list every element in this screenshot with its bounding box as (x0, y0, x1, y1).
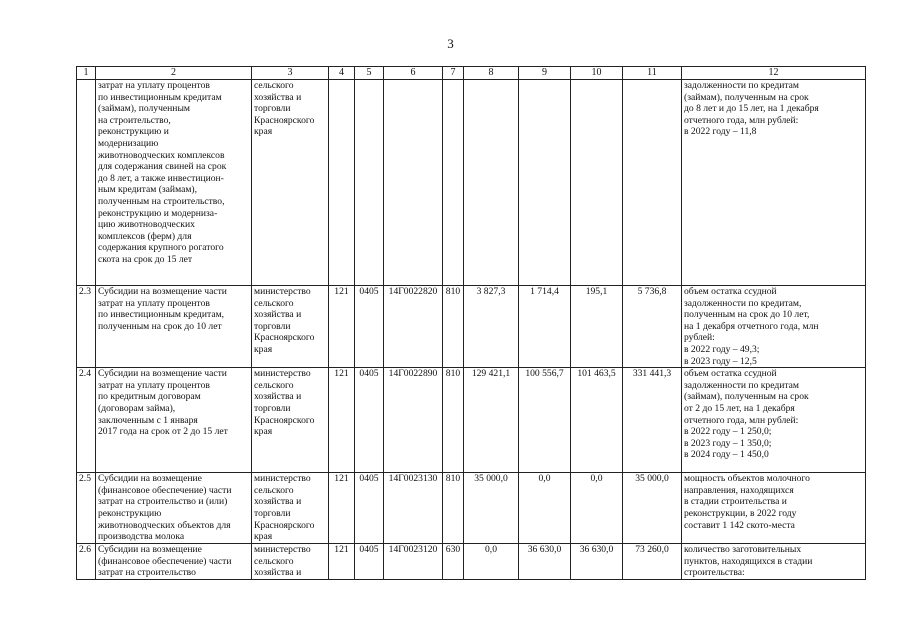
cell-line: затрат на уплату процентов (98, 80, 210, 91)
amount-2022-cell: 0,0 (464, 544, 519, 580)
expected-result-cell (682, 473, 866, 544)
header-cell: 2 (96, 67, 252, 80)
cell-line: затрат на уплату процентов (98, 379, 210, 391)
cell-line: хозяйства и (254, 391, 302, 403)
cell-line: Субсидии на возмещение (98, 473, 202, 485)
cell-line: хозяйства и (254, 496, 302, 508)
description-cell (96, 544, 252, 580)
program-table (76, 66, 866, 580)
cell-line: хозяйства и (254, 309, 302, 321)
cell-line: пунктов, находящихся в стадии (684, 555, 813, 567)
cell-line: края (254, 531, 273, 543)
cell-line: хозяйства и (254, 567, 302, 579)
table-row (77, 368, 866, 473)
grbs-code-cell: 121 (329, 368, 355, 473)
vr-code-cell: 810 (443, 286, 464, 368)
header-cell: 6 (384, 67, 443, 80)
row-number-cell: 2.4 (77, 368, 96, 473)
amount-2024-cell: 195,1 (571, 286, 623, 368)
cell-line: затрат на строительство и (или) (98, 496, 228, 508)
cell-line: Субсидии на возмещение (98, 544, 202, 556)
cell-line: реконструкцию и модерниза- (98, 207, 218, 219)
page-number: 3 (447, 36, 454, 51)
cell-line: (займам), полученным на срок (684, 91, 809, 103)
executor-cell (252, 544, 329, 580)
cell-line: животноводческих комплексов (98, 149, 225, 161)
cell-line: цию животноводческих (98, 219, 195, 231)
cell-line: торговли (254, 103, 291, 115)
cell-line: в 2022 году – 1 250,0; (684, 426, 772, 438)
header-cell: 5 (355, 67, 384, 80)
grbs-code-cell: 121 (329, 286, 355, 368)
row-number-cell: 2.3 (77, 286, 96, 368)
amount-total-cell: 35 000,0 (623, 473, 682, 544)
executor-cell (252, 473, 329, 544)
cell-line: края (254, 126, 273, 138)
cell-line: Красноярского (254, 114, 315, 126)
csr-code-cell: 14Г0022820 (384, 286, 443, 368)
cell-line: задолженности по кредитам, (684, 297, 802, 309)
cell-line: животноводческих объектов для (98, 519, 231, 531)
executor-cell (252, 80, 329, 286)
cell-line: отчетного года, млн рублей: (684, 414, 799, 426)
cell-line: по инвестиционным кредитам (98, 91, 222, 103)
cell-line: скота на срок до 15 лет (98, 253, 193, 265)
cell-line: на строительство, (98, 114, 171, 126)
cell-line: торговли (254, 507, 291, 519)
cell-line: производства молока (98, 531, 185, 543)
cell-line: 2017 года на срок от 2 до 15 лет (98, 426, 228, 438)
cell-line: от 2 до 15 лет, на 1 декабря (684, 402, 795, 414)
cell-line: реконструкцию и (98, 126, 169, 138)
cell-line: полученным на срок до 10 лет, (684, 309, 810, 321)
header-cell: 1 (77, 67, 96, 80)
row-number-cell: 2.6 (77, 544, 96, 580)
cell-line: количество заготовительных (684, 544, 802, 556)
header-cell: 7 (443, 67, 464, 80)
cell-line: по инвестиционным кредитам, (98, 309, 225, 321)
cell-line: Субсидии на возмещение части (98, 368, 227, 380)
cell-line: Красноярского (254, 332, 315, 344)
amount-total-cell: 5 736,8 (623, 286, 682, 368)
cell-line: заключенным с 1 января (98, 414, 198, 426)
cell-line: сельского (254, 379, 294, 391)
header-cell: 8 (464, 67, 519, 80)
cell-line: комплексов (ферм) для (98, 230, 192, 242)
grbs-code-cell (329, 80, 355, 286)
cell-line: торговли (254, 320, 291, 332)
table-row (77, 286, 866, 368)
cell-line: края (254, 343, 273, 355)
cell-line: ным кредитам (займам), (98, 184, 197, 196)
amount-2023-cell: 36 630,0 (519, 544, 571, 580)
cell-line: мощность объектов молочного (684, 473, 810, 485)
header-cell: 12 (682, 67, 866, 80)
amount-total-cell: 331 441,3 (623, 368, 682, 473)
executor-cell (252, 368, 329, 473)
csr-code-cell: 14Г0023120 (384, 544, 443, 580)
cell-line: в 2023 году – 12,5 (684, 355, 757, 367)
amount-2022-cell: 35 000,0 (464, 473, 519, 544)
header-row (77, 67, 866, 80)
rzpr-code-cell: 0405 (355, 286, 384, 368)
cell-line: по кредитным договорам (98, 391, 201, 403)
header-cell: 11 (623, 67, 682, 80)
expected-result-cell (682, 286, 866, 368)
cell-line: (займам), полученным на срок (684, 391, 809, 403)
amount-2024-cell: 101 463,5 (571, 368, 623, 473)
cell-line: министерство (254, 544, 311, 556)
cell-line: объем остатка ссудной (684, 368, 777, 380)
cell-line: сельского (254, 80, 294, 91)
cell-line: задолженности по кредитам (684, 80, 800, 91)
row-number-cell (77, 80, 96, 286)
cell-line: полученным на строительство, (98, 195, 225, 207)
cell-line: для содержания свиней на срок (98, 161, 227, 173)
cell-line: направления, находящихся (684, 484, 794, 496)
cell-line: в 2022 году – 11,8 (684, 126, 757, 138)
cell-line: в 2023 году – 1 350,0; (684, 437, 772, 449)
vr-code-cell: 810 (443, 368, 464, 473)
rzpr-code-cell (355, 80, 384, 286)
cell-line: затрат на строительство (98, 567, 196, 579)
cell-line: торговли (254, 402, 291, 414)
header-cell: 4 (329, 67, 355, 80)
vr-code-cell: 630 (443, 544, 464, 580)
cell-line: сельского (254, 555, 294, 567)
table-row (77, 544, 866, 580)
amount-2023-cell: 0,0 (519, 473, 571, 544)
cell-line: на 1 декабря отчетного года, млн (684, 320, 819, 332)
expected-result-cell (682, 368, 866, 473)
row-number-cell: 2.5 (77, 473, 96, 544)
grbs-code-cell: 121 (329, 544, 355, 580)
cell-line: строительства: (684, 567, 745, 579)
rzpr-code-cell: 0405 (355, 544, 384, 580)
vr-code-cell (443, 80, 464, 286)
csr-code-cell (384, 80, 443, 286)
cell-line: сельского (254, 297, 294, 309)
cell-line: в 2022 году – 49,3; (684, 343, 760, 355)
cell-line: задолженности по кредитам (684, 379, 800, 391)
amount-2023-cell (519, 80, 571, 286)
grbs-code-cell: 121 (329, 473, 355, 544)
executor-cell (252, 286, 329, 368)
cell-line: реконструкции, в 2022 году (684, 507, 797, 519)
description-cell (96, 286, 252, 368)
amount-2023-cell: 100 556,7 (519, 368, 571, 473)
cell-line: реконструкцию (98, 507, 162, 519)
cell-line: в 2024 году – 1 450,0 (684, 449, 769, 461)
amount-2024-cell: 0,0 (571, 473, 623, 544)
expected-result-cell (682, 80, 866, 286)
csr-code-cell: 14Г0023130 (384, 473, 443, 544)
cell-line: содержания крупного рогатого (98, 242, 224, 254)
cell-line: Красноярского (254, 519, 315, 531)
cell-line: Субсидии на возмещение части (98, 286, 227, 297)
cell-line: министерство (254, 473, 311, 485)
cell-line: края (254, 426, 273, 438)
cell-line: в стадии строительства и (684, 496, 787, 508)
amount-2022-cell (464, 80, 519, 286)
cell-line: (финансовое обеспечение) части (98, 555, 232, 567)
expected-result-cell (682, 544, 866, 580)
cell-line: до 8 лет и до 15 лет, на 1 декабря (684, 103, 819, 115)
amount-2024-cell (571, 80, 623, 286)
cell-line: (договорам займа), (98, 402, 176, 414)
amount-2022-cell: 3 827,3 (464, 286, 519, 368)
cell-line: Красноярского (254, 414, 315, 426)
cell-line: отчетного года, млн рублей: (684, 114, 799, 126)
description-cell (96, 80, 252, 286)
vr-code-cell: 810 (443, 473, 464, 544)
header-cell: 3 (252, 67, 329, 80)
amount-2023-cell: 1 714,4 (519, 286, 571, 368)
table-row (77, 80, 866, 286)
cell-line: хозяйства и (254, 91, 302, 103)
csr-code-cell: 14Г0022890 (384, 368, 443, 473)
cell-line: рублей: (684, 332, 715, 344)
cell-line: объем остатка ссудной (684, 286, 777, 297)
rzpr-code-cell: 0405 (355, 473, 384, 544)
description-cell (96, 473, 252, 544)
cell-line: составит 1 142 ското-места (684, 519, 795, 531)
cell-line: модернизацию (98, 137, 159, 149)
table-row (77, 473, 866, 544)
rzpr-code-cell: 0405 (355, 368, 384, 473)
header-cell: 9 (519, 67, 571, 80)
cell-line: затрат на уплату процентов (98, 297, 210, 309)
cell-line: полученным на срок до 10 лет (98, 320, 222, 332)
amount-total-cell (623, 80, 682, 286)
cell-line: сельского (254, 484, 294, 496)
cell-line: (займам), полученным (98, 103, 190, 115)
cell-line: министерство (254, 286, 311, 297)
amount-2022-cell: 129 421,1 (464, 368, 519, 473)
amount-total-cell: 73 260,0 (623, 544, 682, 580)
header-cell: 10 (571, 67, 623, 80)
amount-2024-cell: 36 630,0 (571, 544, 623, 580)
cell-line: министерство (254, 368, 311, 380)
cell-line: до 8 лет, а также инвестицион- (98, 172, 224, 184)
cell-line: (финансовое обеспечение) части (98, 484, 232, 496)
description-cell (96, 368, 252, 473)
